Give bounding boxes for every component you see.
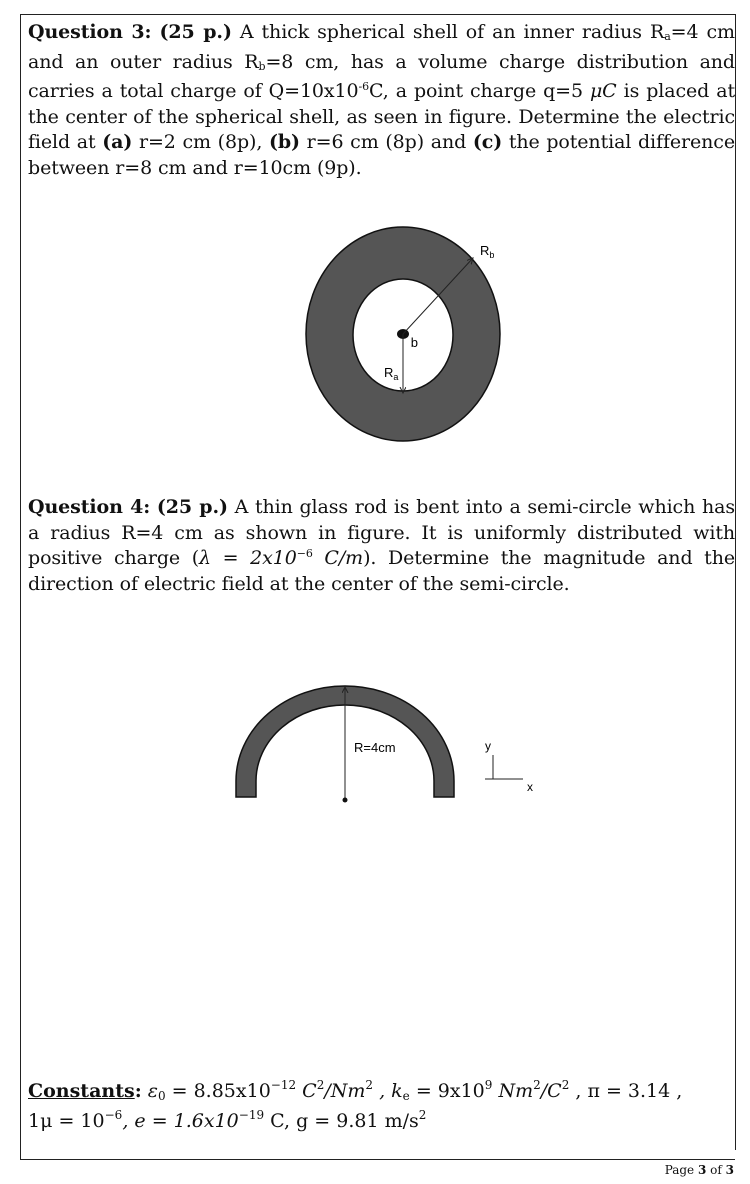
q3-text: A thick spherical shell of an inner radius R — [231, 21, 665, 43]
q4-points: (25 p.) — [156, 496, 228, 518]
q3-heading: Question 3: — [28, 21, 152, 43]
question-3 — [28, 20, 735, 181]
q3-part-a: (a) — [102, 131, 133, 153]
const-mu-exp: −6 — [104, 1108, 123, 1122]
q3-sub-a: a — [664, 30, 671, 43]
page-number — [665, 1163, 734, 1177]
q3-text: is placed at the center of the spherical shell, as seen in figure. Determine the electric field at — [28, 80, 735, 153]
radius-label: R=4cm — [354, 740, 396, 755]
axis-y-label: y — [485, 739, 491, 753]
const-eps-unit2: /Nm — [324, 1080, 366, 1102]
q-label: q — [410, 337, 418, 352]
const-ke-sub: e — [402, 1089, 410, 1103]
center-point — [343, 798, 348, 803]
q3-text: r=6 cm (8p) and — [299, 131, 473, 153]
const-ke-unit: Nm — [492, 1080, 534, 1102]
constants-colon: : — [134, 1080, 142, 1102]
q3-points: (25 p.) — [159, 21, 232, 43]
q4-text: A thin glass rod is bent into a semi-circle which has a radius R=4 cm as shown in figure. It is uniformly distributed with positive charge ( — [28, 496, 735, 569]
spherical-shell-figure — [300, 225, 510, 445]
const-eps-unit: C — [296, 1080, 317, 1102]
const-eps-exp: −12 — [270, 1078, 297, 1092]
q4-exp: −6 — [296, 547, 313, 560]
q3-text: the potential difference between r=8 cm and r=10cm (9p). — [28, 131, 735, 179]
q4-heading: Question 4: — [28, 496, 151, 518]
question-4 — [28, 495, 735, 597]
q3-unit: μC — [589, 80, 617, 102]
const-eps-val: = 8.85x10 — [165, 1080, 271, 1102]
q3-text: =8 cm, has a volume charge distribution and carries a total charge of Q=10x10 — [28, 50, 735, 102]
const-eps-unit2-exp: 2 — [365, 1078, 374, 1092]
semicircle-rod-figure — [228, 675, 548, 815]
frame-gap — [735, 1150, 739, 1162]
page-total: 3 — [725, 1163, 734, 1177]
axis-x-label: x — [527, 780, 533, 794]
page-mid: of — [706, 1163, 726, 1177]
const-ke-unit-exp: 2 — [533, 1078, 541, 1092]
page-num: 3 — [697, 1163, 707, 1177]
const-ke-unit2-exp: 2 — [561, 1078, 570, 1092]
const-eps-unit-exp: 2 — [316, 1078, 325, 1092]
q4-lambda: λ = 2x10 — [199, 547, 297, 569]
rb-label: $R_b$ — [480, 243, 495, 260]
const-pi: , π = 3.14 , — [569, 1080, 683, 1102]
q3-part-c: (c) — [472, 131, 503, 153]
q3-text: r=2 cm (8p), — [132, 131, 269, 153]
const-eps: ε — [141, 1080, 158, 1102]
const-ke-unit2: /C — [540, 1080, 562, 1102]
q3-text: =4 cm and an outer radius R — [28, 21, 735, 73]
const-eps-sub: 0 — [157, 1089, 166, 1103]
const-e: , e = 1.6x10 — [122, 1110, 239, 1132]
page-prefix: Page — [664, 1163, 698, 1177]
constants — [28, 1079, 738, 1134]
q3-exp: -6 — [358, 80, 370, 93]
q3-text: C, a point charge q=5 — [369, 80, 590, 102]
const-e-exp: −19 — [238, 1108, 265, 1122]
q4-text: ). Determine the magnitude and the direction of electric field at the center of the semi-circle. — [28, 547, 735, 595]
const-ke-exp: 9 — [484, 1078, 493, 1092]
const-ke: , k — [373, 1080, 403, 1102]
ra-label: $R_a$ — [384, 365, 399, 382]
q3-sub-b: b — [258, 59, 266, 73]
const-mu: 1μ = 10 — [28, 1110, 105, 1132]
q4-unit: C/m — [312, 547, 364, 569]
const-g-exp: 2 — [418, 1108, 427, 1122]
constants-label: Constants — [28, 1080, 135, 1102]
const-e-unit: C, g = 9.81 m/s — [264, 1110, 419, 1132]
const-ke-val: = 9x10 — [409, 1080, 485, 1102]
q3-part-b: (b) — [268, 131, 300, 153]
